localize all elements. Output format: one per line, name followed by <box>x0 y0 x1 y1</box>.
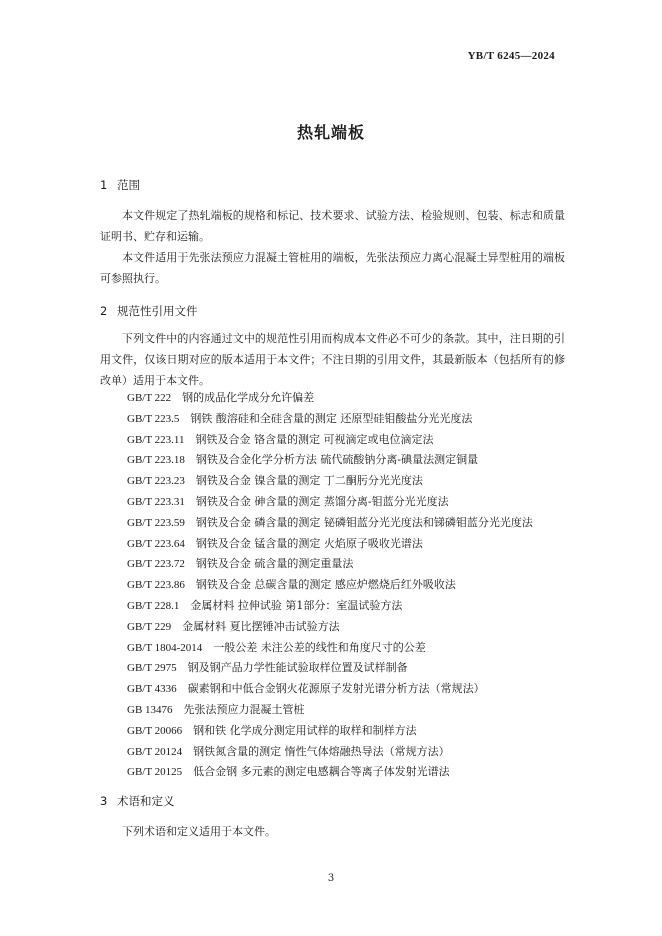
reference-item <box>127 638 565 659</box>
section-title: 范围 <box>117 178 140 192</box>
reference-item <box>127 596 565 617</box>
reference-code: GB/T 223.72 <box>127 558 185 571</box>
paragraph: 本文件规定了热轧端板的规格和标记、技术要求、试验方法、检验规则、包装、标志和质量证明书、贮存和运输。 <box>100 209 565 243</box>
section-2-heading <box>100 303 198 319</box>
reference-item <box>127 471 565 492</box>
reference-code: GB/T 20125 <box>127 766 183 779</box>
reference-item <box>127 513 565 534</box>
reference-title: 钢和铁 化学成分测定用试样的取样和制样方法 <box>193 723 417 737</box>
section-2-intro <box>100 328 565 391</box>
reference-title: 一般公差 未注公差的线性和角度尺寸的公差 <box>213 640 426 654</box>
reference-title: 钢铁及合金 锰含量的测定 火焰原子吸收光谱法 <box>195 536 423 550</box>
reference-code: GB/T 223.64 <box>127 537 185 550</box>
reference-item <box>127 658 565 679</box>
reference-title: 低合金钢 多元素的测定电感耦合等离子体发射光谱法 <box>193 765 450 779</box>
reference-title: 金属材料 拉伸试验 第1部分：室温试验方法 <box>190 598 403 612</box>
section-1-body <box>100 205 565 289</box>
section-3-body <box>100 821 565 842</box>
reference-title: 钢铁及合金 镍含量的测定 丁二酮肟分光光度法 <box>195 474 423 488</box>
reference-item <box>127 554 565 575</box>
document-title: 热轧端板 <box>296 123 365 142</box>
reference-title: 钢的成品化学成分允许偏差 <box>182 391 315 404</box>
standard-number: YB/T 6245—2024 <box>467 50 555 62</box>
reference-title: 钢铁氮含量的测定 惰性气体熔融热导法（常规方法） <box>193 744 450 758</box>
reference-title: 钢铁及合金化学分析方法 硫代硫酸钠分离-碘量法测定铜量 <box>195 453 479 467</box>
paragraph: 本文件适用于先张法预应力混凝土管桩用的端板，先张法预应力离心混凝土异型桩用的端板可参照执行。 <box>100 251 565 285</box>
reference-title: 钢铁及合金 硫含量的测定重量法 <box>195 557 354 571</box>
reference-item <box>127 742 565 763</box>
reference-code: GB/T 223.31 <box>127 495 185 508</box>
reference-title: 钢铁及合金 砷含量的测定 蒸馏分离-钼蓝分光光度法 <box>195 494 449 508</box>
paragraph: 下列术语和定义适用于本文件。 <box>122 825 276 838</box>
reference-code: GB/T 229 <box>127 620 172 633</box>
reference-item <box>127 450 565 471</box>
reference-code: GB/T 228.1 <box>127 599 180 612</box>
section-title: 术语和定义 <box>117 794 175 808</box>
reference-title: 金属材料 夏比摆锤冲击试验方法 <box>182 619 340 633</box>
reference-title: 钢铁及合金 铬含量的测定 可视滴定或电位滴定法 <box>195 432 434 446</box>
reference-code: GB/T 223.5 <box>127 412 180 425</box>
reference-code: GB/T 222 <box>127 392 172 404</box>
reference-item <box>127 430 565 451</box>
reference-title: 钢铁及合金 磷含量的测定 铋磷钼蓝分光光度法和锑磷钼蓝分光光度法 <box>195 515 533 529</box>
reference-code: GB/T 1804-2014 <box>127 641 203 654</box>
section-number: 1 <box>100 178 108 192</box>
reference-title: 钢铁及合金 总碳含量的测定 感应炉燃烧后红外吸收法 <box>195 578 456 592</box>
reference-code: GB/T 4336 <box>127 683 177 696</box>
reference-code: GB/T 223.86 <box>127 579 185 592</box>
reference-item <box>127 679 565 700</box>
reference-title: 碳素钢和中低合金钢火花源原子发射光谱分析方法（常规法） <box>187 682 485 696</box>
paragraph: 下列文件中的内容通过文中的规范性引用而构成本文件必不可少的条款。其中，注日期的引用文件，仅该日期对应的版本适用于本文件；不注日期的引用文件，其最新版本（包括所有的修改单）适用于本文件。 <box>100 332 565 387</box>
page-number: 3 <box>327 873 335 884</box>
reference-code: GB/T 223.11 <box>127 433 185 446</box>
reference-code: GB/T 20066 <box>127 724 183 737</box>
reference-item <box>127 700 565 721</box>
section-number: 3 <box>100 794 108 808</box>
reference-code: GB/T 20124 <box>127 745 183 758</box>
reference-item <box>127 388 565 409</box>
reference-item <box>127 492 565 513</box>
reference-code: GB 13476 <box>127 703 173 716</box>
reference-item <box>127 617 565 638</box>
reference-item <box>127 721 565 742</box>
reference-code: GB/T 223.18 <box>127 454 185 467</box>
reference-item <box>127 534 565 555</box>
section-title: 规范性引用文件 <box>117 304 198 318</box>
reference-code: GB/T 223.59 <box>127 516 185 529</box>
reference-code: GB/T 2975 <box>127 662 177 675</box>
reference-code: GB/T 223.23 <box>127 475 185 488</box>
section-number: 2 <box>100 304 108 318</box>
reference-title: 钢及钢产品力学性能试验取样位置及试样制备 <box>187 661 408 675</box>
section-3-heading <box>100 793 175 809</box>
reference-list <box>100 388 565 783</box>
section-1-heading <box>100 177 140 193</box>
reference-item <box>127 762 565 783</box>
reference-title: 钢铁 酸溶硅和全硅含量的测定 还原型硅钼酸盐分光光度法 <box>190 411 473 425</box>
reference-item <box>127 575 565 596</box>
reference-title: 先张法预应力混凝土管桩 <box>183 702 305 716</box>
reference-item <box>127 409 565 430</box>
